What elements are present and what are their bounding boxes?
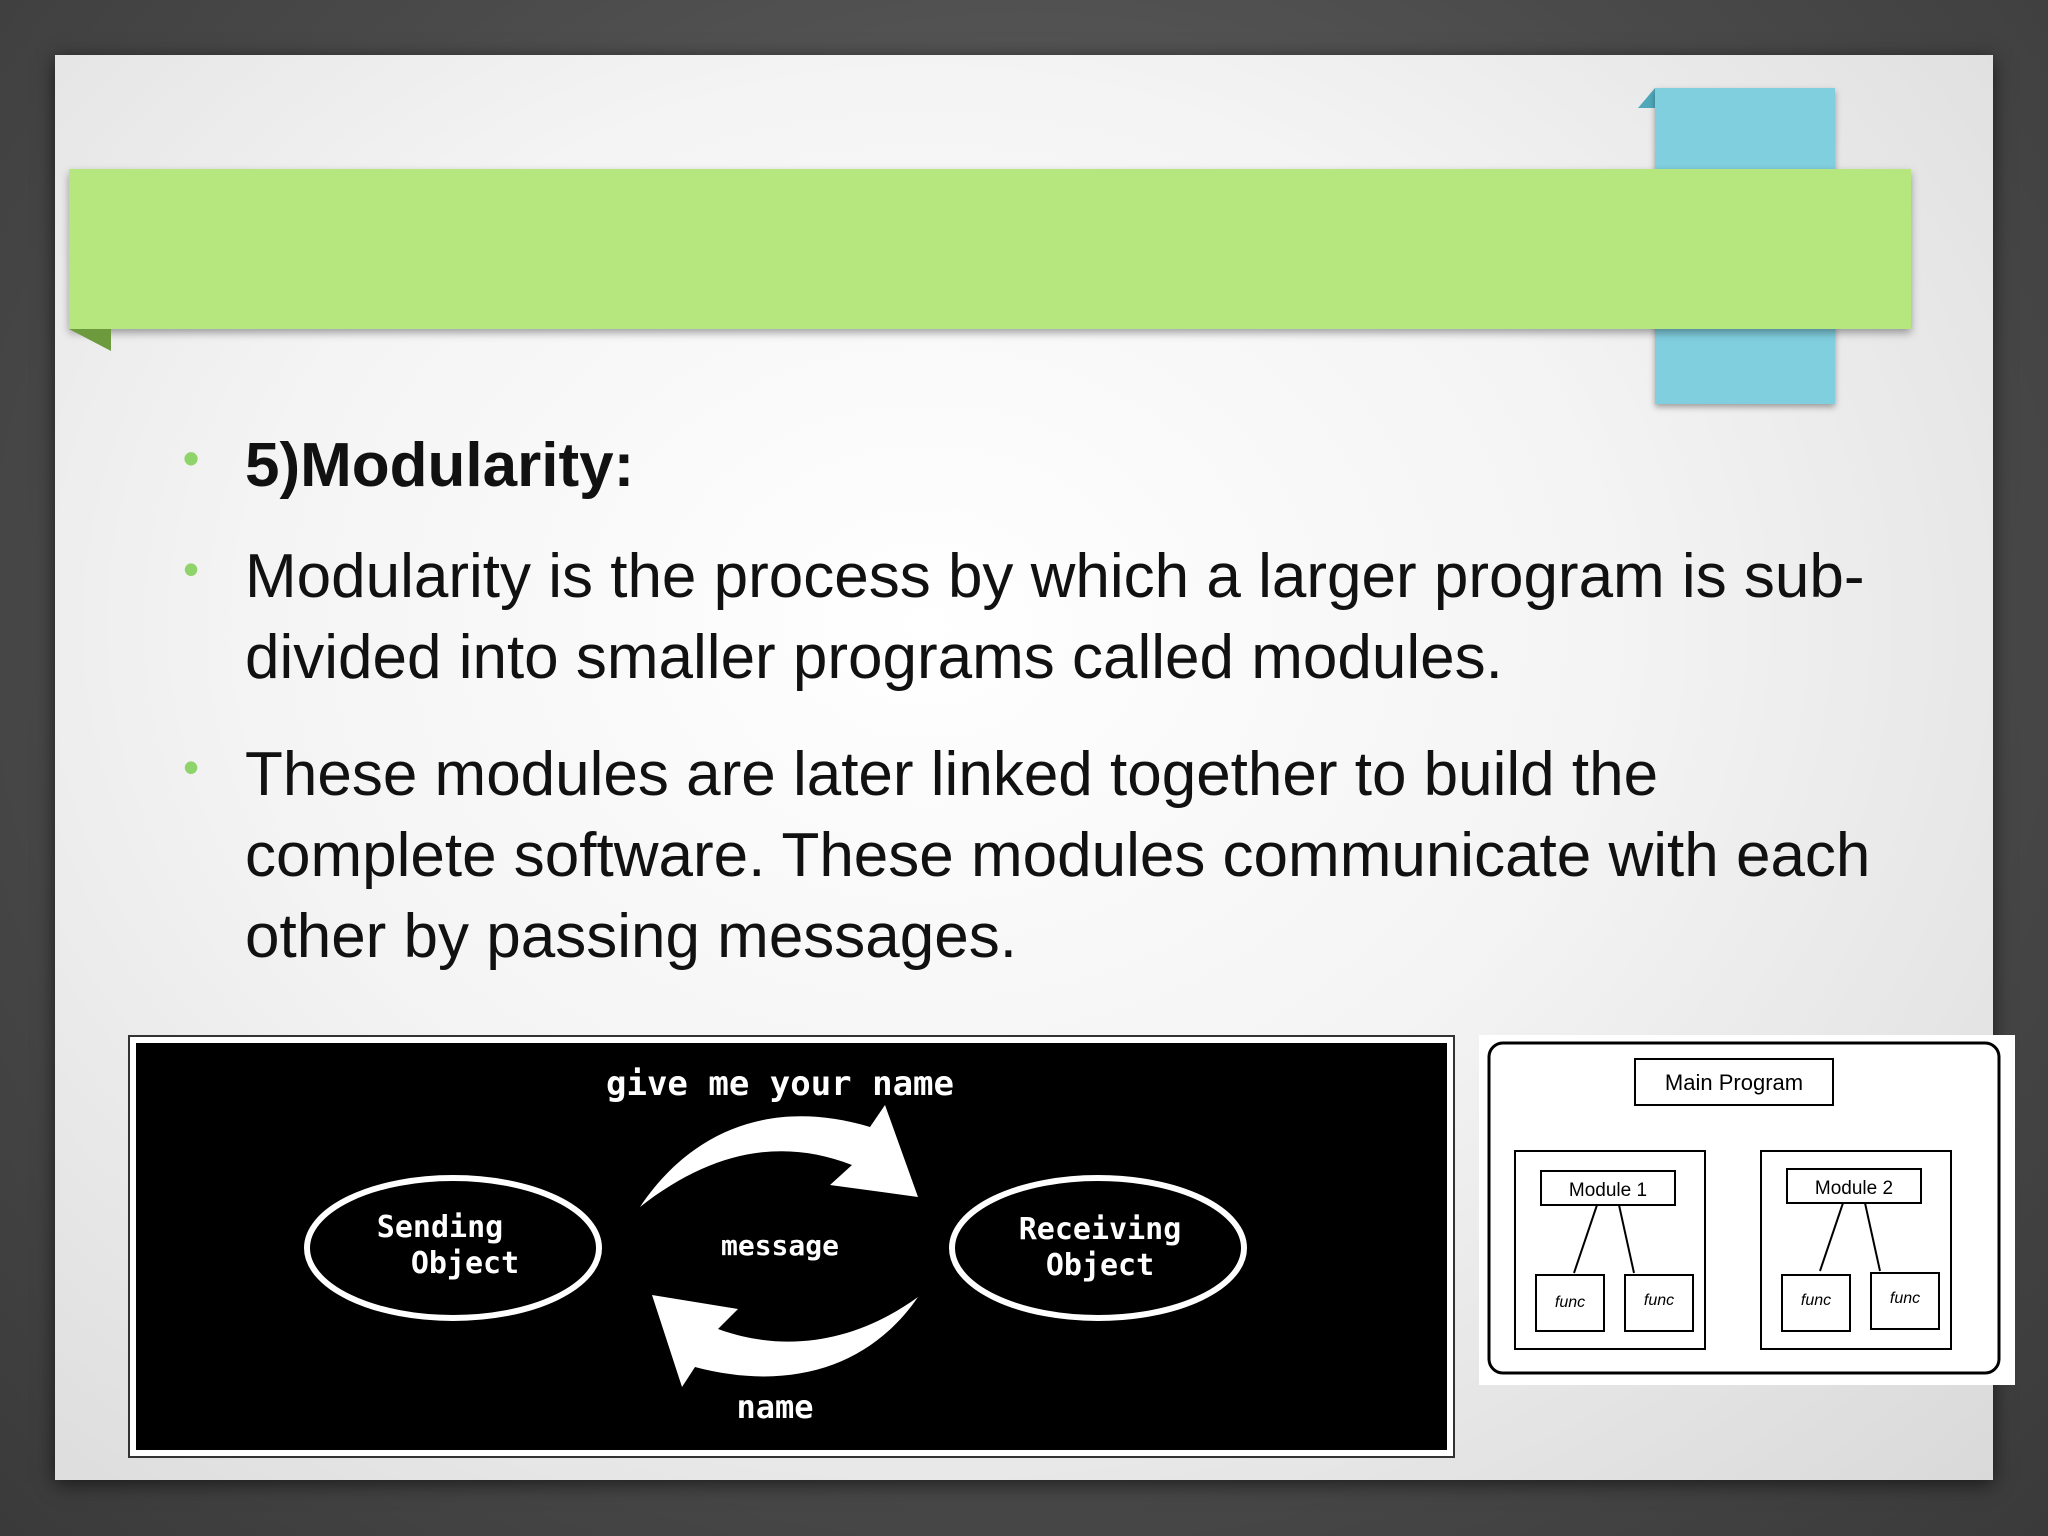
module2-func-label: func bbox=[1889, 1290, 1921, 1307]
bullet-item bbox=[175, 425, 1875, 506]
module2-label: Module 2 bbox=[1814, 1178, 1894, 1199]
slide bbox=[55, 55, 1993, 1480]
bullet-dot-icon: • bbox=[183, 543, 200, 595]
bottom-message-label: name bbox=[736, 1388, 814, 1426]
sender-label-line1: Sending bbox=[376, 1210, 504, 1245]
title-band bbox=[69, 169, 1911, 329]
module1-func-label: func bbox=[1554, 1294, 1586, 1311]
module1-func-label: func bbox=[1643, 1292, 1675, 1309]
bullet-text: 5)Modularity: bbox=[245, 431, 635, 500]
bullet-item bbox=[175, 734, 1875, 977]
module-diagram-canvas bbox=[1479, 1035, 2015, 1385]
bullet-dot-icon: • bbox=[183, 432, 200, 484]
title-band-fold bbox=[69, 329, 111, 351]
receiver-label-line2: Object bbox=[1045, 1248, 1155, 1283]
sender-label-line2: Object bbox=[410, 1246, 520, 1281]
main-program-label: Main Program bbox=[1664, 1070, 1804, 1095]
bullet-text: Modularity is the process by which a larger program is sub-divided into smaller programs called modules. bbox=[245, 542, 1865, 692]
bullet-list bbox=[175, 425, 1875, 1013]
bullet-item bbox=[175, 536, 1875, 698]
bullet-text: These modules are later linked together to build the complete software. These modules communicate with each other by passing messages. bbox=[245, 740, 1871, 971]
message-passing-diagram bbox=[128, 1035, 1455, 1458]
blue-tab-fold bbox=[1638, 88, 1655, 108]
message-diagram-canvas bbox=[130, 1037, 1453, 1456]
top-message-label: give me your name bbox=[606, 1064, 954, 1104]
receiver-label-line1: Receiving bbox=[1018, 1212, 1182, 1247]
module2-func-label: func bbox=[1800, 1292, 1832, 1309]
bullet-dot-icon: • bbox=[183, 741, 200, 793]
module1-label: Module 1 bbox=[1568, 1180, 1648, 1201]
center-message-label: message bbox=[720, 1229, 840, 1262]
module-hierarchy-diagram bbox=[1479, 1035, 2015, 1385]
